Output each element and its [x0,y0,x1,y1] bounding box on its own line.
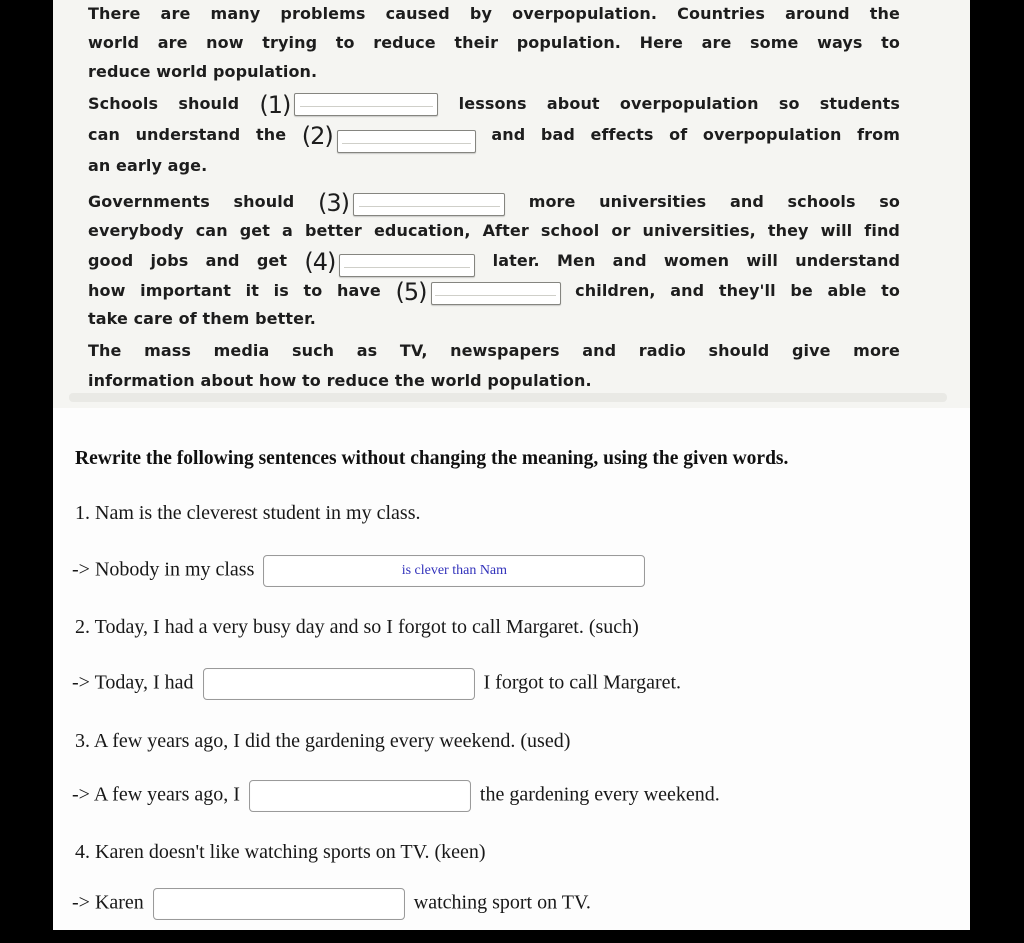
sentence-3-answer-pre: -> A few years ago, I [72,783,240,806]
sentence-4-answer-row [72,888,591,920]
blank-5-input[interactable] [431,282,561,305]
passage-line-p4-1: The mass media such as TV, newspapers and radio should give more [88,341,900,360]
blank-2-marker: (2) [301,122,333,150]
passage-line-p4-2: information about how to reduce the world population. [88,371,592,390]
passage-line-p2-1 [88,92,900,117]
passage-line-p2-2 [88,123,900,153]
scan-divider [69,393,947,402]
scanned-passage [53,0,970,408]
passage-text: later. Men and women will understand [492,251,901,270]
passage-line-p3-1 [88,190,900,216]
sentence-4-answer-pre: -> Karen [72,891,144,914]
passage-line-p3-2: everybody can get a better education, After school or universities, they will find [88,221,900,240]
blank-4-group [304,248,475,276]
passage-text: lessons about overpopulation so students [458,94,901,113]
blank-3-marker: (3) [318,189,350,217]
sentence-1-answer-input[interactable] [263,555,645,587]
passage-text: more universities and schools so [528,192,901,211]
sentence-2-answer-post: I forgot to call Margaret. [483,671,682,694]
sentence-1-answer-row [72,555,654,587]
sentence-3-answer-input[interactable] [249,780,471,812]
blank-1-marker: (1) [259,91,291,119]
sentence-3-answer-row [72,780,720,812]
passage-text: can understand the [88,125,287,144]
sentence-2-prompt: 2. Today, I had a very busy day and so I forgot to call Margaret. (such) [75,616,639,638]
sentence-1-prompt: 1. Nam is the cleverest student in my class. [75,502,421,524]
blank-5-group [395,278,561,306]
sentence-2-answer-pre: -> Today, I had [72,671,194,694]
blank-4-marker: (4) [304,248,336,276]
sentence-4-answer-input[interactable] [153,888,405,920]
passage-line-p3-4 [88,279,900,305]
sentence-2-answer-row [72,668,681,700]
blank-1-input[interactable] [294,93,438,116]
sentence-3-prompt: 3. A few years ago, I did the gardening every weekend. (used) [75,730,571,752]
passage-text: good jobs and get [88,251,288,270]
passage-text: Schools should [88,94,240,113]
passage-line-p3-5: take care of them better. [88,309,316,328]
blank-1-group [259,91,438,119]
passage-line-p1-1: There are many problems caused by overpopulation. Countries around the [88,4,900,23]
sentence-4-prompt: 4. Karen doesn't like watching sports on TV. (keen) [75,841,486,863]
sentence-3-answer-post: the gardening every weekend. [479,783,720,806]
exercise-heading: Rewrite the following sentences without changing the meaning, using the given words. [75,448,789,469]
passage-line-p1-3: reduce world population. [88,62,318,81]
passage-text: children, and they'll be able to [575,281,900,300]
passage-text: Governments should [88,192,295,211]
worksheet-page [53,0,970,930]
blank-3-group [318,189,505,217]
blank-3-input[interactable] [353,193,505,216]
passage-text: and bad effects of overpopulation from [491,125,901,144]
sentence-2-answer-input[interactable] [203,668,475,700]
sentence-4-answer-post: watching sport on TV. [413,891,591,914]
passage-line-p3-3 [88,249,900,277]
passage-line-p1-2: world are now trying to reduce their population. Here are some ways to [88,33,900,52]
blank-2-group [301,122,476,150]
passage-text: how important it is to have [88,281,381,300]
blank-5-marker: (5) [395,278,427,306]
passage-line-p2-3: an early age. [88,156,208,175]
sentence-1-answer-pre: -> Nobody in my class [72,558,255,581]
blank-2-input[interactable] [337,130,476,153]
blank-4-input[interactable] [339,254,475,277]
